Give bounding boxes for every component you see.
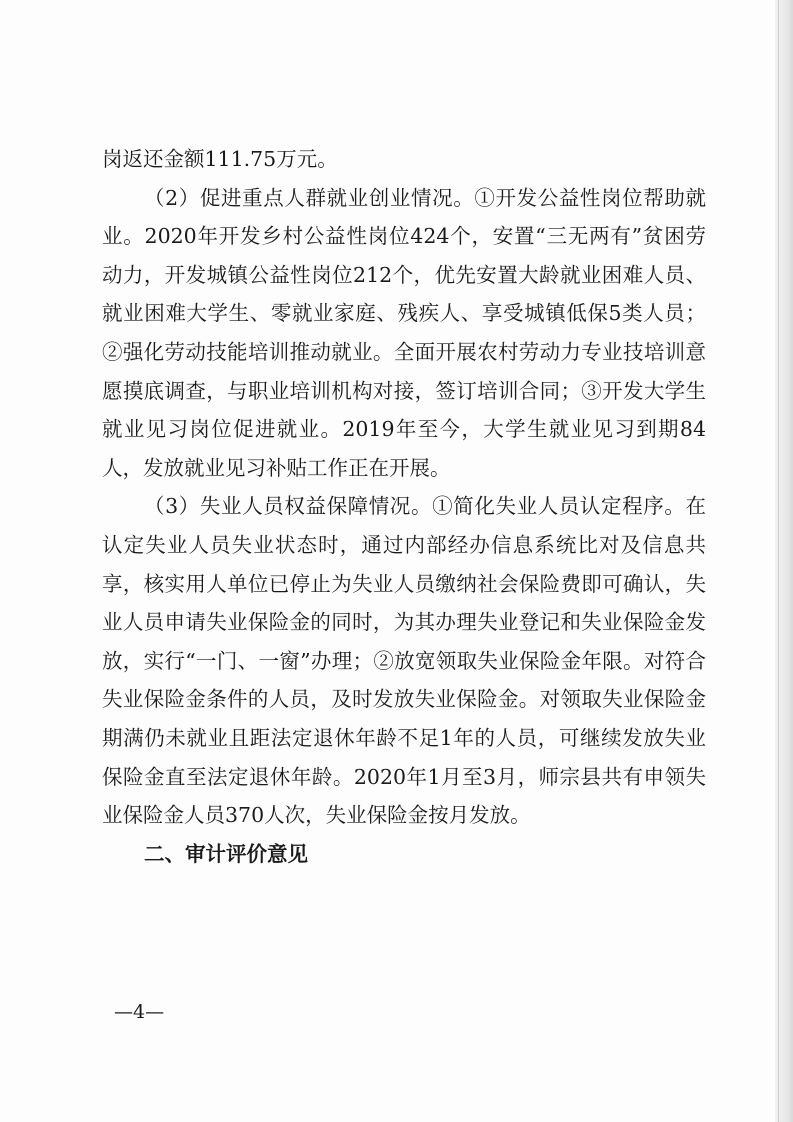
paragraph-key-groups-employment: （2）促进重点人群就业创业情况。①开发公益性岗位帮助就业。2020年开发乡村公益性岗位424个，安置“三无两有”贫困劳动力，开发城镇公益性岗位212个，优先安置大龄就业困难人员、就业困难大学生、零就业家庭、残疾人、享受城镇低保5类人员；②强化劳动技能培训推动就业。全面开展农村劳动力专业技培训意愿摸底调查，与职业培训机构对接，签订培训合同；③开发大学生就业见习岗位促进就业。2019年至今，大学生就业见习到期84人，发放就业见习补贴工作正在开展。 [102, 185, 706, 480]
paragraph-unemployed-rights: （3）失业人员权益保障情况。①简化失业人员认定程序。在认定失业人员失业状态时，通过内部经办信息系统比对及信息共享，核实用人单位已停止为失业人员缴纳社会保险费即可确认，失业人员申请失业保险金的同时，为其办理失业登记和失业保险金发放，实行“一门、一窗”办理；②放宽领取失业保险金年限。对符合失业保险金条件的人员，及时发放失业保险金。对领取失业保险金期满仍未就业且距法定退休年龄不足1年的人员，可继续发放失业保险金直至法定退休年龄。2020年1月至3月，师宗县共有申领失业保险金人员370人次，失业保险金按月发放。 [102, 494, 706, 828]
paragraph-continuation: 岗返还金额111.75万元。 [102, 147, 338, 171]
section-heading: 二、审计评价意见 [144, 841, 308, 866]
document-body [102, 140, 706, 873]
page-number: —4— [114, 1001, 165, 1023]
scan-edge-line [778, 0, 779, 1122]
